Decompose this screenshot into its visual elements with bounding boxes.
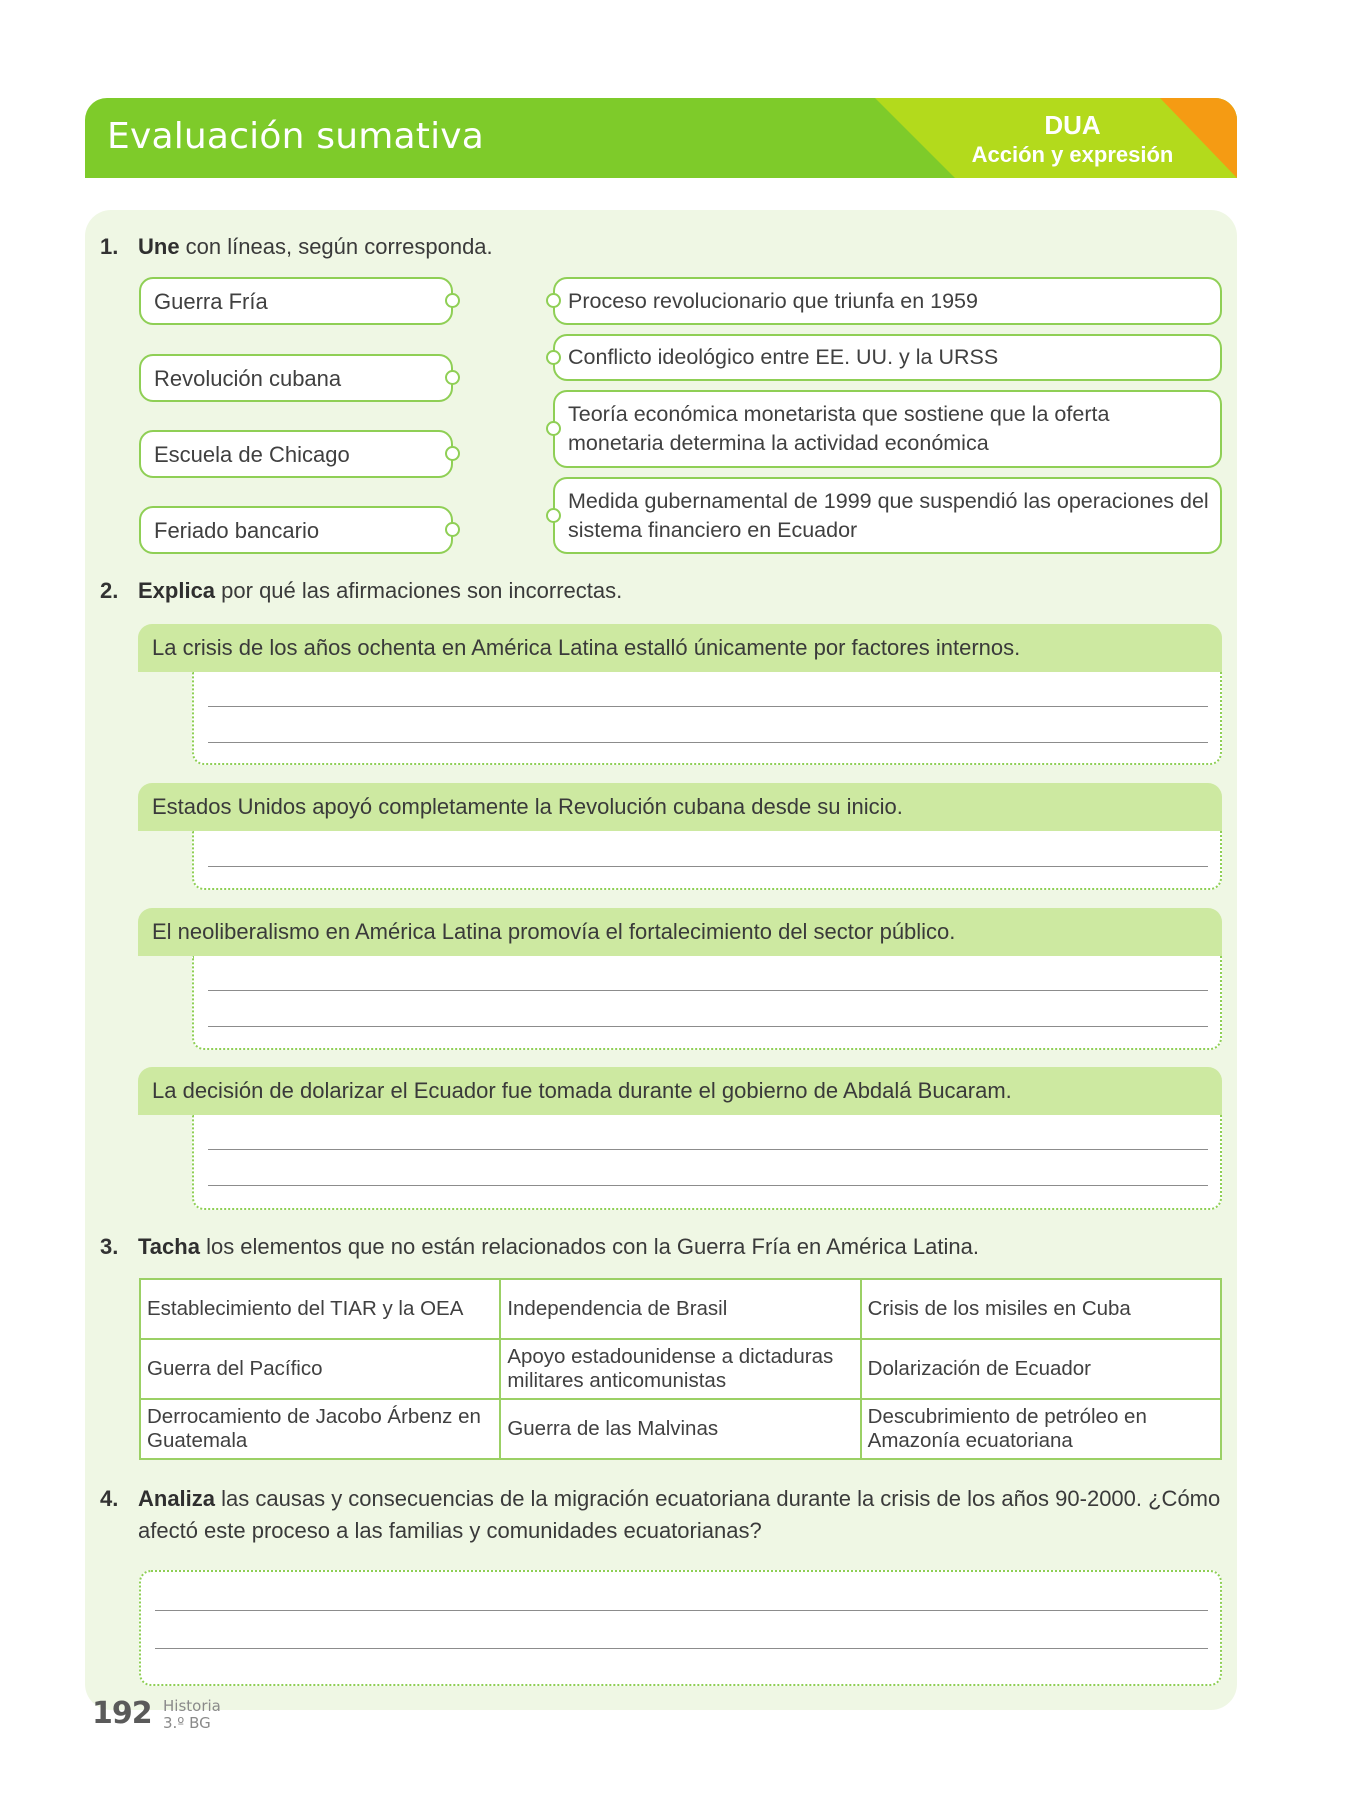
- table-row: [140, 1279, 1221, 1339]
- table-cell[interactable]: Dolarización de Ecuador: [861, 1339, 1221, 1399]
- table-cell[interactable]: Crisis de los misiles en Cuba: [861, 1279, 1221, 1339]
- grade-label: 3.º BG: [163, 1714, 211, 1732]
- question-number: 4.: [100, 1486, 119, 1511]
- table-cell[interactable]: Independencia de Brasil: [500, 1279, 860, 1339]
- answer-line: [155, 1610, 1208, 1611]
- table-cell[interactable]: Guerra del Pacífico: [140, 1339, 500, 1399]
- question-verb: Analiza: [138, 1486, 216, 1511]
- question-text: [138, 1234, 979, 1260]
- page-title: Evaluación sumativa: [107, 116, 485, 157]
- question-number: 1.: [100, 234, 119, 259]
- question-verb: Explica: [138, 578, 216, 603]
- section-header: [85, 98, 1237, 178]
- answer-line: [155, 1648, 1208, 1649]
- table-cell[interactable]: Apoyo estadounidense a dictaduras militares anticomunistas: [500, 1339, 860, 1399]
- question-verb: Tacha: [138, 1234, 200, 1259]
- match-right-label: Medida gubernamental de 1999 que suspendió las operaciones del sistema financiero en Ecuador: [568, 488, 1209, 542]
- connector-dot-icon[interactable]: [445, 446, 460, 461]
- connector-dot-icon[interactable]: [445, 522, 460, 537]
- table-cell[interactable]: Derrocamiento de Jacobo Árbenz en Guatemala: [140, 1399, 500, 1459]
- table-cell[interactable]: Descubrimiento de petróleo en Amazonía ecuatoriana: [861, 1399, 1221, 1459]
- answer-area[interactable]: [192, 1115, 1222, 1210]
- match-right-item[interactable]: [553, 334, 1222, 381]
- connector-dot-icon[interactable]: [546, 293, 561, 308]
- answer-area[interactable]: [192, 672, 1222, 765]
- question-number: 2.: [100, 578, 119, 603]
- match-left-item[interactable]: [139, 277, 453, 325]
- dua-badge-subtitle: Acción y expresión: [971, 142, 1174, 167]
- table-row: [140, 1339, 1221, 1399]
- match-left-item[interactable]: [139, 354, 453, 402]
- table-row: [140, 1399, 1221, 1459]
- match-right-item[interactable]: [553, 390, 1222, 468]
- answer-area[interactable]: [192, 831, 1222, 890]
- match-right-label: Teoría económica monetarista que sostiene que la oferta monetaria determina la actividad económica: [568, 402, 1110, 455]
- question-rest: las causas y consecuencias de la migración ecuatoriana durante la crisis de los años 90-2000. ¿Cómo: [215, 1486, 1221, 1511]
- connector-dot-icon[interactable]: [546, 350, 561, 365]
- question-rest: por qué las afirmaciones son incorrectas.: [215, 578, 623, 603]
- answer-line: [208, 866, 1208, 867]
- answer-line: [208, 1026, 1208, 1027]
- question-text: [138, 578, 622, 604]
- question-rest: con líneas, según corresponda.: [179, 234, 493, 259]
- answer-line: [208, 706, 1208, 707]
- answer-line: [208, 1149, 1208, 1150]
- question-text-line-2: afectó este proceso a las familias y comunidades ecuatorianas?: [138, 1518, 762, 1543]
- table-cell[interactable]: Guerra de las Malvinas: [500, 1399, 860, 1459]
- table-cell[interactable]: Establecimiento del TIAR y la OEA: [140, 1279, 500, 1339]
- answer-area[interactable]: [139, 1570, 1222, 1686]
- answer-line: [208, 990, 1208, 991]
- match-left-label: Revolución cubana: [154, 365, 342, 391]
- question-verb: Une: [138, 234, 180, 259]
- match-right-item[interactable]: [553, 477, 1222, 554]
- connector-dot-icon[interactable]: [546, 508, 561, 523]
- match-left-label: Feriado bancario: [154, 517, 320, 543]
- connector-dot-icon[interactable]: [445, 370, 460, 385]
- subject-label: [163, 1698, 221, 1732]
- match-left-item[interactable]: [139, 506, 453, 554]
- answer-line: [208, 742, 1208, 743]
- question-rest: los elementos que no están relacionados con la Guerra Fría en América Latina.: [199, 1234, 979, 1259]
- statement-bar: El neoliberalismo en América Latina promovía el fortalecimiento del sector público.: [138, 908, 1222, 956]
- statement-bar: La crisis de los años ochenta en América Latina estalló únicamente por factores internos.: [138, 624, 1222, 672]
- connector-dot-icon[interactable]: [445, 293, 460, 308]
- question-number: 3.: [100, 1234, 119, 1259]
- answer-line: [208, 1185, 1208, 1186]
- match-left-label: Escuela de Chicago: [154, 441, 350, 467]
- dua-badge-title: DUA: [1044, 110, 1101, 140]
- match-right-label: Conflicto ideológico entre EE. UU. y la URSS: [568, 345, 999, 369]
- statement-bar: Estados Unidos apoyó completamente la Revolución cubana desde su inicio.: [138, 783, 1222, 831]
- subject-name: Historia: [163, 1697, 221, 1715]
- match-left-label: Guerra Fría: [154, 288, 268, 314]
- page-number: 192: [92, 1696, 152, 1731]
- match-right-item[interactable]: [553, 277, 1222, 325]
- answer-area[interactable]: [192, 956, 1222, 1050]
- question-text: [138, 234, 493, 260]
- match-left-item[interactable]: [139, 430, 453, 478]
- match-right-label: Proceso revolucionario que triunfa en 1959: [568, 288, 978, 313]
- question-text-line-1: [138, 1486, 1220, 1512]
- connector-dot-icon[interactable]: [546, 421, 561, 436]
- statement-bar: La decisión de dolarizar el Ecuador fue tomada durante el gobierno de Abdalá Bucaram.: [138, 1067, 1222, 1115]
- items-table: [139, 1278, 1222, 1460]
